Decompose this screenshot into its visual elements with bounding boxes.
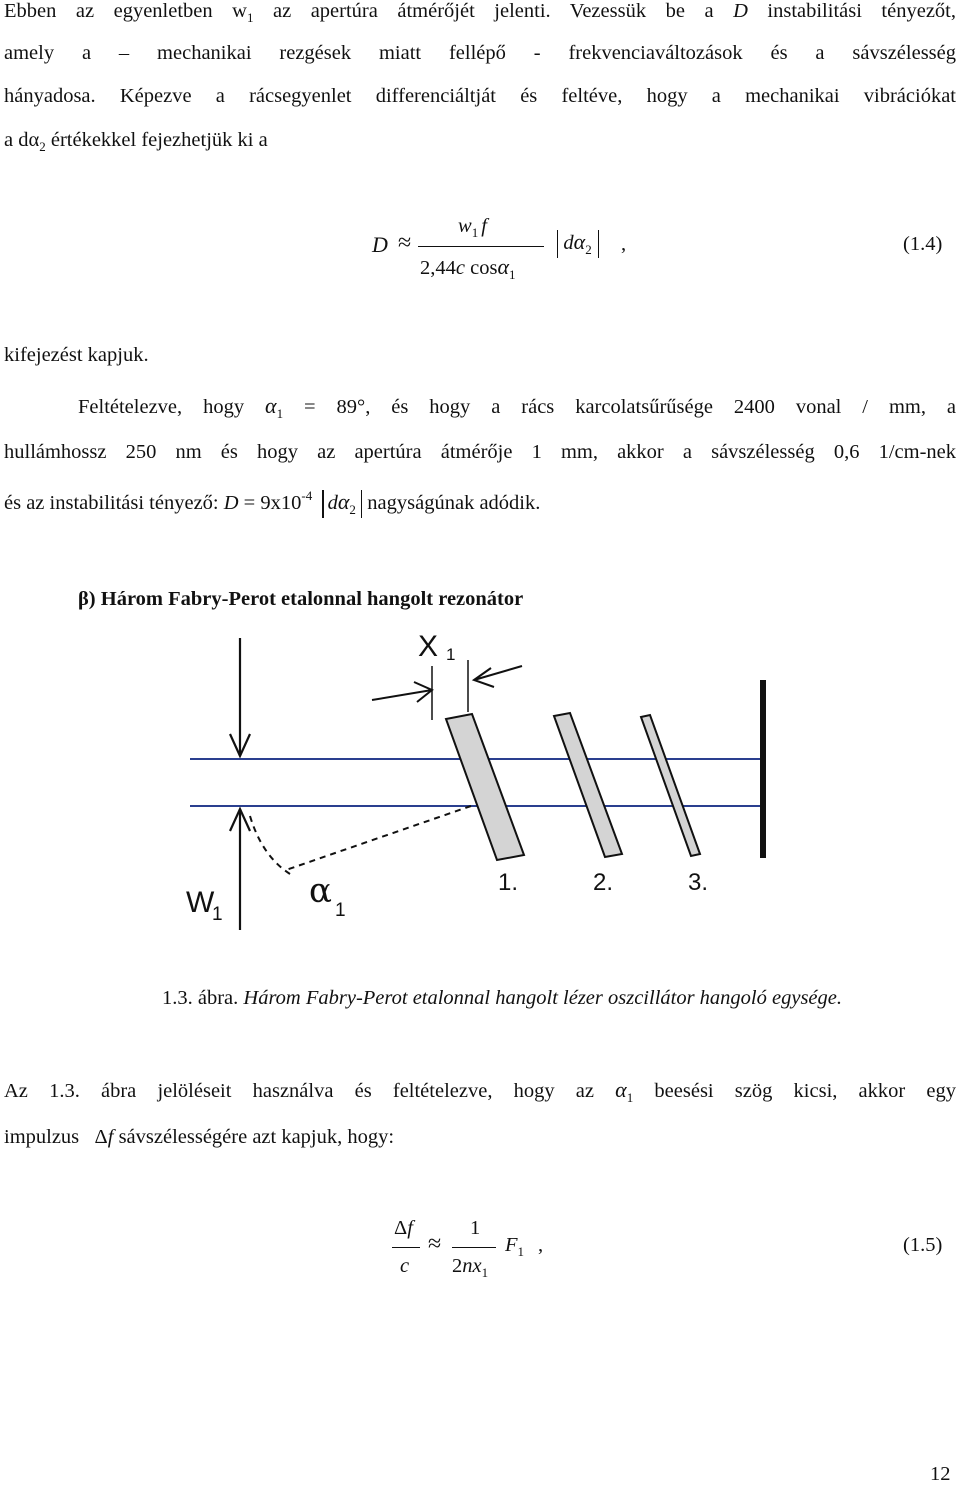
text: 2,44: [420, 257, 456, 279]
symbol-delta: Δ: [394, 1217, 408, 1239]
text: beesési szög kicsi, akkor egy: [654, 1080, 957, 1102]
subscript: 1: [481, 1265, 489, 1280]
x1-arrow-right-shaft: [474, 666, 522, 680]
superscript: -4: [301, 488, 313, 503]
paragraph-2-line-3: hullámhossz 250 nm és hogy az apertúra átmérője 1 mm, akkor a sávszélesség 0,6 1/cm-nek: [4, 441, 956, 463]
eq-denominator: [420, 254, 516, 280]
symbol-alpha: α: [497, 254, 509, 279]
subscript: 1: [276, 406, 284, 421]
paragraph-3-line-2: [4, 1126, 394, 1149]
x1-thickness-marker: [372, 660, 522, 720]
label-alpha-sub: 1: [335, 900, 346, 921]
symbol-F: F: [505, 1234, 518, 1256]
paragraph-3-line-1: [4, 1077, 956, 1103]
text: 2: [452, 1255, 463, 1277]
symbol-D: D: [733, 0, 748, 22]
eq-abs-value: [557, 229, 599, 258]
text: Feltételezve, hogy: [78, 396, 245, 418]
eq-comma: ,: [538, 1234, 544, 1256]
approx-sign: ≈: [398, 230, 412, 256]
x1-arrow-left-shaft: [372, 690, 432, 700]
eq-num-delta-f: [394, 1217, 413, 1240]
text: Az 1.3. ábra jelöléseit használva és feltételezve, hogy az: [4, 1080, 594, 1102]
label-x-sub: 1: [446, 645, 456, 664]
angle-arc-dashed: [250, 816, 290, 874]
fraction-bar: [418, 246, 544, 247]
symbol-f: f: [407, 1217, 413, 1239]
symbol-alpha: α: [615, 1077, 627, 1102]
eq-den-c: c: [400, 1255, 410, 1277]
subscript: 1: [626, 1090, 634, 1105]
symbol-alpha: α: [573, 229, 586, 254]
label-x: X: [418, 630, 439, 663]
page-number: 12: [930, 1463, 951, 1485]
text: Ebben az egyenletben w: [4, 0, 247, 22]
paragraph-2-line-1: kifejezést kapjuk.: [4, 344, 149, 366]
paragraph-1-line-4: [4, 129, 268, 152]
etalon-2-plate: [554, 713, 622, 857]
subscript: 1: [509, 267, 516, 282]
angle-normal-dashed: [286, 806, 471, 870]
label-w: W: [186, 886, 215, 919]
abs-bar-right: [598, 230, 599, 258]
eq-num-one: 1: [470, 1217, 481, 1239]
symbol-f: f: [107, 1126, 114, 1148]
abs-bar-left: [322, 490, 323, 518]
etalon-1-plate: [446, 714, 524, 860]
text: = 89°, és hogy a rács karcolatsűrűsége 2400 vonal / mm, a: [304, 396, 956, 418]
label-alpha: α: [309, 871, 332, 911]
paragraph-2-line-2: [78, 393, 956, 419]
symbol-delta: Δ: [94, 1126, 108, 1148]
text: és az instabilitási tényező:: [4, 492, 224, 514]
symbol-nx: nx: [462, 1255, 482, 1277]
fabry-perot-figure: [0, 620, 960, 940]
equation-number: (1.4): [903, 233, 943, 255]
caption-text: Három Fabry-Perot etalonnal hangolt lézer oszcillátor hangoló egysége.: [238, 987, 843, 1009]
figure-caption: [162, 987, 842, 1010]
etalon-1: [446, 714, 524, 860]
caption-number: 1.3. ábra.: [162, 987, 239, 1009]
label-etalon-3: 3.: [688, 869, 709, 896]
eq-den-2nx: [452, 1255, 488, 1278]
symbol-w: w: [458, 215, 472, 237]
angle-alpha1: [250, 806, 471, 874]
symbol-alpha: α: [265, 393, 277, 418]
abs-bar-right: [361, 490, 362, 518]
subscript: 2: [585, 242, 592, 257]
text: impulzus: [4, 1126, 80, 1148]
symbol-alpha: α: [337, 489, 350, 514]
section-heading: β) Három Fabry-Perot etalonnal hangolt rezonátor: [78, 588, 524, 610]
paragraph-2-line-4: [4, 489, 540, 518]
etalon-3: [641, 715, 700, 856]
abs-bar-left: [557, 230, 558, 258]
equation-number: (1.5): [903, 1234, 943, 1256]
approx-sign: ≈: [428, 1231, 442, 1257]
symbol-c: c: [455, 257, 465, 279]
text: instabilitási tényezőt,: [747, 0, 956, 22]
symbol-D: D: [223, 492, 239, 514]
text: értékekkel fejezhetjük ki a: [45, 129, 268, 151]
subscript: 1: [471, 225, 479, 240]
label-etalon-1: 1.: [498, 869, 519, 896]
w1-arrows: [230, 638, 250, 930]
symbol-d: d: [563, 232, 574, 254]
paragraph-1-line-1: [4, 0, 956, 23]
subscript: 2: [349, 502, 356, 517]
text: nagyságúnak adódik.: [367, 492, 541, 514]
etalon-2: [554, 713, 622, 857]
eq-lhs-D: D: [372, 232, 388, 257]
text: = 9x10: [238, 492, 302, 514]
text: az apertúra átmérőjét jelenti. Vezessük be a: [253, 0, 734, 22]
label-w-sub: 1: [212, 904, 223, 925]
subscript: 2: [39, 139, 46, 154]
paragraph-1-line-3: hányadosa. Képezve a rácsegyenlet differenciáltját és feltéve, hogy a mechanikai vibrációkat: [4, 85, 956, 107]
eq-F1: [505, 1234, 524, 1257]
text: sávszélességére azt kapjuk, hogy:: [113, 1126, 395, 1148]
eq-numerator: [458, 215, 487, 238]
subscript: 1: [517, 1244, 525, 1259]
paragraph-1-line-2: amely a – mechanikai rezgések miatt fellépő - frekvenciaváltozások és a sávszélesség: [4, 42, 956, 64]
fraction-bar-right: [452, 1247, 496, 1248]
symbol-f: f: [481, 215, 487, 237]
symbol-d: d: [327, 492, 338, 514]
subscript: 1: [246, 10, 254, 25]
etalon-3-plate: [641, 715, 700, 856]
eq-comma: ,: [621, 233, 627, 255]
end-mirror: [760, 680, 766, 858]
text: a dα: [4, 129, 40, 151]
text: cos: [464, 257, 498, 279]
fraction-bar-left: [392, 1247, 420, 1248]
label-etalon-2: 2.: [593, 869, 614, 896]
